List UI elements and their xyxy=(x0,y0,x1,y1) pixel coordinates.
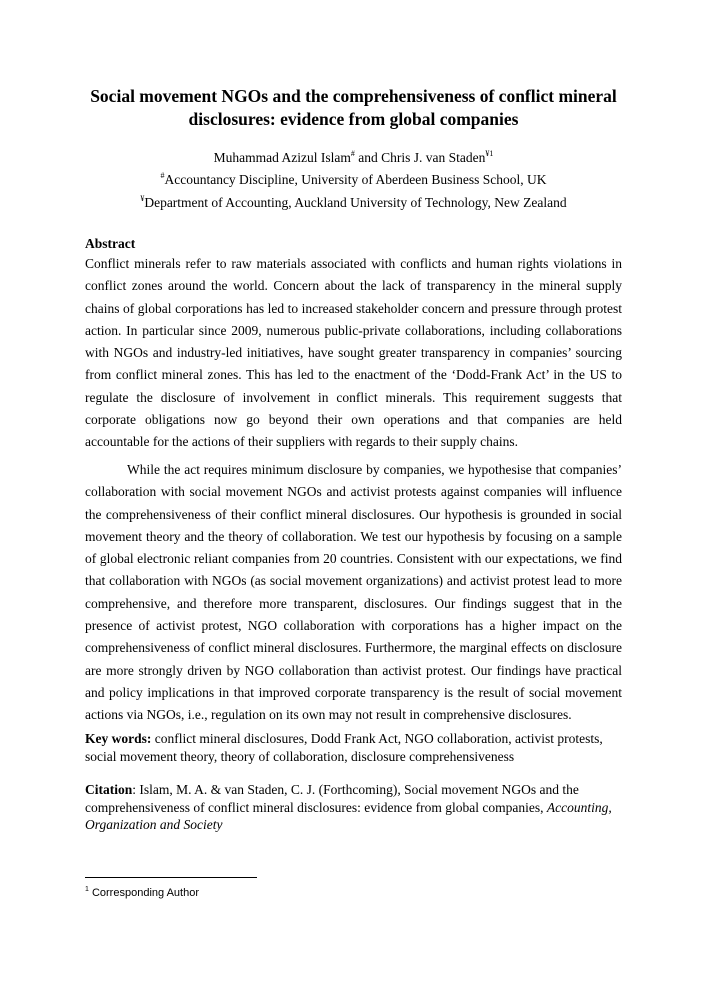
keywords-label: Key words: xyxy=(85,731,152,746)
footnote-divider xyxy=(85,877,257,878)
author-1-mark: # xyxy=(350,149,355,158)
abstract-heading: Abstract xyxy=(85,236,136,251)
abstract-paragraph-1: Conflict minerals refer to raw materials associated with conflicts and human rights violations in conflict zones around the world. Concern about the lack of transparency in the mineral supply chains of global corporations has led to increased stakeholder concern and pressure through protest action. In particular since 2009, numerous public-private collaborations, including collaborations with NGOs and industry-led initiatives, have sought greater transparency in companies’ sourcing from conflict mineral zones. This has led to the enactment of the ‘Dodd-Frank Act’ in the US to regulate the disclosure of involvement in conflict minerals. This requirement suggests that corporate obligations now go beyond their own operations and that companies are held accountable for the actions of their suppliers with regards to their supply chains. xyxy=(85,256,622,450)
abstract-paragraph-2: While the act requires minimum disclosure by companies, we hypothesise that companies’ collaboration with social movement NGOs and activist protests against companies will influence the comprehensiveness of their conflict mineral disclosures. Our hypothesis is grounded in social movement theory and the theory of collaboration. We test our hypothesis by focusing on a sample of global electronic reliant companies from 20 countries. Consistent with our expectations, we find that collaboration with NGOs (as social movement organizations) and activist protest lead to more comprehensive, and therefore more transparent, disclosures. Our findings suggest that in the presence of activist protest, NGO collaboration with corporations has a higher impact on the comprehensiveness of conflict mineral disclosures. Furthermore, the marginal effects on disclosure are more strongly driven by NGO collaboration than activist protest. Our findings have practical and policy implications in that improved corporate transparency is the result of social movement actions via NGOs, i.e., regulation on its own may not result in comprehensive disclosures. xyxy=(85,462,622,723)
paper-title: Social movement NGOs and the comprehensiveness of conflict mineral disclosures: evidence from global companies xyxy=(90,86,617,129)
author-line xyxy=(60,149,647,167)
affiliation-2-mark: ¥ xyxy=(140,194,145,203)
affiliation-1-mark: # xyxy=(160,171,165,180)
affiliation-1-text: Accountancy Discipline, University of Aberdeen Business School, UK xyxy=(164,172,547,187)
citation-label: Citation xyxy=(85,782,133,797)
author-name-1: Muhammad Azizul Islam xyxy=(213,150,351,165)
footnote xyxy=(85,886,199,900)
affiliation-2-text: Department of Accounting, Auckland University of Technology, New Zealand xyxy=(144,195,567,210)
keywords-text: conflict mineral disclosures, Dodd Frank Act, NGO collaboration, activist protests, social movement theory, theory of collaboration, disclosure comprehensiveness xyxy=(85,731,603,764)
citation xyxy=(85,781,625,834)
citation-colon: : xyxy=(132,782,140,797)
footnote-mark: 1 xyxy=(85,886,89,893)
author-2-mark: ¥1 xyxy=(485,149,494,158)
citation-text: Islam, M. A. & van Staden, C. J. (Forthcoming), Social movement NGOs and the comprehensiveness of conflict mineral disclosures: evidence from global companies, xyxy=(85,782,579,815)
author-conjunction: and xyxy=(354,150,382,165)
keywords xyxy=(85,730,625,765)
citation-journal: Accounting, Organization and Society xyxy=(85,799,612,832)
affiliation-1 xyxy=(60,171,647,189)
author-name-2: Chris J. van Staden xyxy=(381,150,486,165)
affiliation-2 xyxy=(60,194,647,212)
footnote-text: Corresponding Author xyxy=(88,887,199,899)
